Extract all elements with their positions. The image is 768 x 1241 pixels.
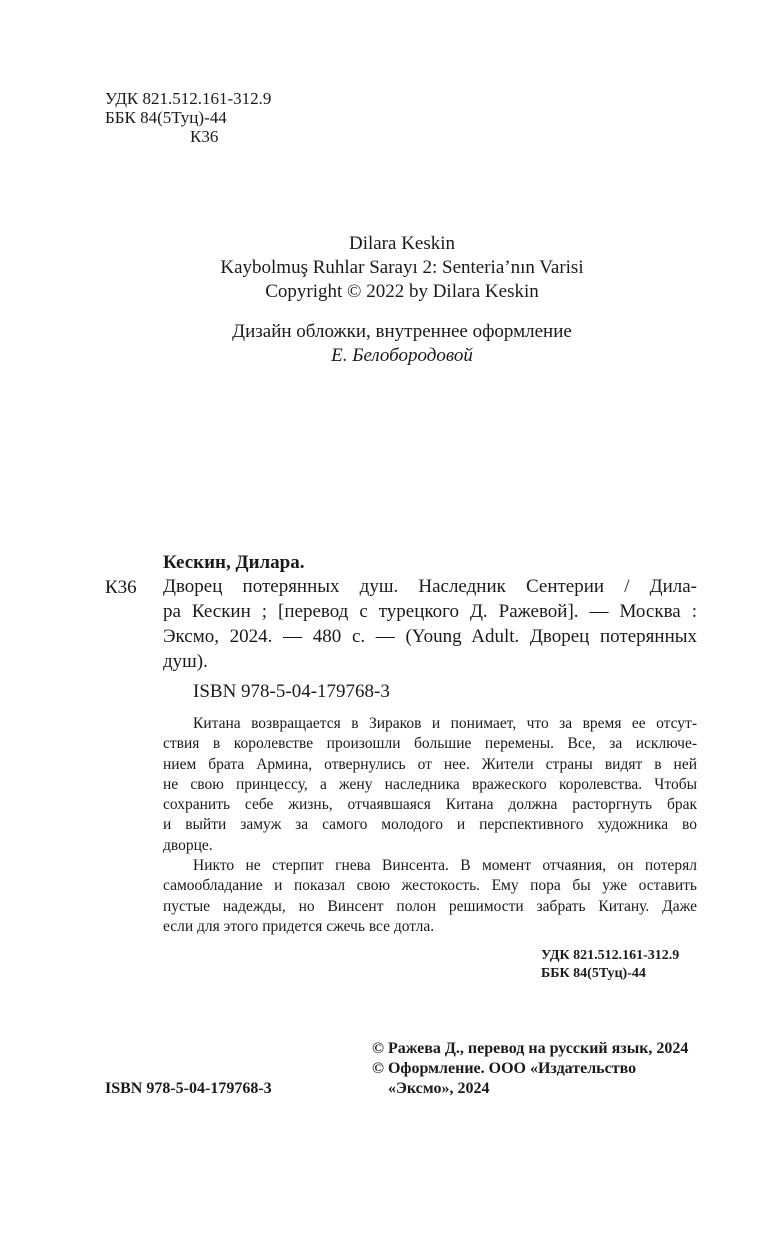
annotation-line: Китана возвращается в Зираков и понимает, что за время ее отсут- [193,715,697,732]
copyright-translation: © Ражева Д., перевод на русский язык, 2024 [372,1040,689,1057]
bibliography-line: Эксмо, 2024. — 480 с. — (Young Adult. Дворец потерянных [163,626,697,647]
original-copyright: Copyright © 2022 by Dilara Keskin [265,281,539,302]
annotation-line: дворце. [163,836,213,854]
annotation-line: сохранить себе жизнь, отчаявшаяся Китана должна расторгнуть брак [163,796,697,814]
design-credit-line: Дизайн обложки, внутреннее оформление [232,321,572,342]
copyright-design: © Оформление. ООО «Издательство [372,1060,637,1077]
designer-name: Е. Белобородовой [331,345,473,366]
author-sign: К36 [190,127,219,146]
annotation-udk: УДК 821.512.161-312.9 [541,948,680,963]
annotation-line: и выйти замуж за самого молодого и перспективного художника во [163,816,697,834]
bibliography-heading: Кескин, Дилара. [163,552,305,573]
original-title: Kaybolmuş Ruhlar Sarayı 2: Senteria’nın Varisi [220,257,584,278]
bibliography-line: Дворец потерянных душ. Наследник Сентерии / Дила- [163,576,697,597]
copyright-design-publisher: «Эксмо», 2024 [388,1080,490,1097]
bibliography-code: К36 [105,577,137,598]
udk-code: УДК 821.512.161-312.9 [105,89,272,108]
bibliography-line: душ). [163,651,208,672]
bbk-code: ББК 84(5Туц)-44 [105,108,227,127]
annotation-line: если для этого придется сжечь все дотла. [163,917,435,935]
annotation-line: нием брата Армина, отвернулись от нее. Жители страны видят в ней [163,755,697,773]
bibliography-isbn: ISBN 978-5-04-179768-3 [193,681,390,702]
annotation-line: не свою принцессу, а жену наследника вражеского королевства. Чтобы [163,775,697,793]
original-edition-block [100,232,704,304]
design-credits [100,320,704,368]
annotation [163,714,697,937]
annotation-bbk: ББК 84(5Туц)-44 [541,966,646,981]
bibliography-line: ра Кескин ; [перевод с турецкого Д. Ражевой]. — Москва : [163,601,697,622]
bibliography-description [163,574,697,674]
isbn-bottom: ISBN 978-5-04-179768-3 [105,1080,272,1097]
annotation-line: самообладание и показал свою жестокость. Ему пора бы уже оставить [163,877,697,895]
annotation-line: пустые надежды, но Винсент полон решимости забрать Китану. Даже [163,897,697,915]
annotation-line: Никто не стерпит гнева Винсента. В момент отчаяния, он потерял [193,857,697,875]
original-author: Dilara Keskin [348,233,456,254]
annotation-line: ствия в королевстве произошли большие перемены. Все, за исключе- [163,735,697,753]
